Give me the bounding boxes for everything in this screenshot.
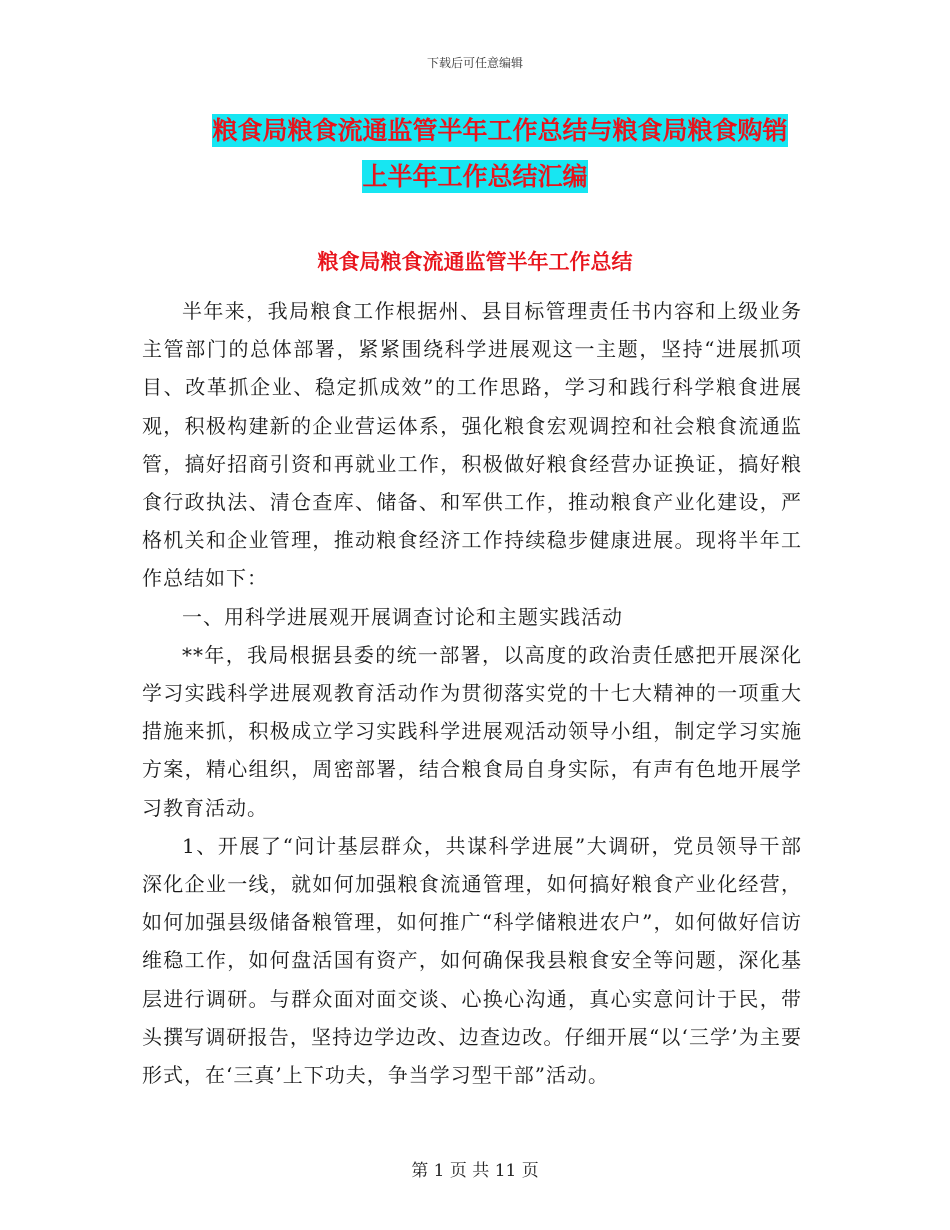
document-body — [142, 292, 802, 1094]
section-title: 粮食局粮食流通监管半年工作总结 — [317, 250, 633, 274]
document-title-line1: 粮食局粮食流通监管半年工作总结与粮食局粮食购销 — [212, 116, 788, 145]
paragraph-2: **年，我局根据县委的统一部署，以高度的政治责任感把开展深化学习实践科学进展观教育活动作为贯彻落实党的十七大精神的一项重大措施来抓，积极成立学习实践科学进展观活动领导小组，制定学习实施方案，精心组织，周密部署，结合粮食局自身实际，有声有色地开展学习教育活动。 — [142, 642, 802, 820]
page-number-footer: 第 1 页 共 11 页 — [411, 1161, 539, 1181]
page-header-note: 下载后可任意编辑 — [426, 56, 523, 70]
document-title — [0, 108, 950, 200]
paragraph-intro: 半年来，我局粮食工作根据州、县目标管理责任书内容和上级业务主管部门的总体部署，紧紧围绕科学进展观这一主题，坚持“进展抓项目、改革抓企业、稳定抓成效”的工作思路，学习和践行科学粮食进展观，积极构建新的企业营运体系，强化粮食宏观调控和社会粮食流通监管，搞好招商引资和再就业工作，积极做好粮食经营办证换证，搞好粮食行政执法、清仓查库、储备、和军供工作，推动粮食产业化建设，严格机关和企业管理，推动粮食经济工作持续稳步健康进展。现将半年工作总结如下： — [142, 299, 802, 591]
paragraph-heading-1: 一、用科学进展观开展调查讨论和主题实践活动 — [182, 604, 623, 629]
paragraph-3: 1、开展了“问计基层群众，共谋科学进展”大调研，党员领导干部深化企业一线，就如何加强粮食流通管理，如何搞好粮食产业化经营，如何加强县级储备粮管理，如何推广“科学储粮进农户”，如何做好信访维稳工作，如何盘活国有资产，如何确保我县粮食安全等问题，深化基层进行调研。与群众面对面交谈、心换心沟通，真心实意问计于民，带头撰写调研报告，坚持边学边改、边查边改。仔细开展“以‘三学’为主要形式，在‘三真’上下功夫，争当学习型干部”活动。 — [142, 833, 802, 1088]
document-title-line2: 上半年工作总结汇编 — [362, 162, 588, 191]
